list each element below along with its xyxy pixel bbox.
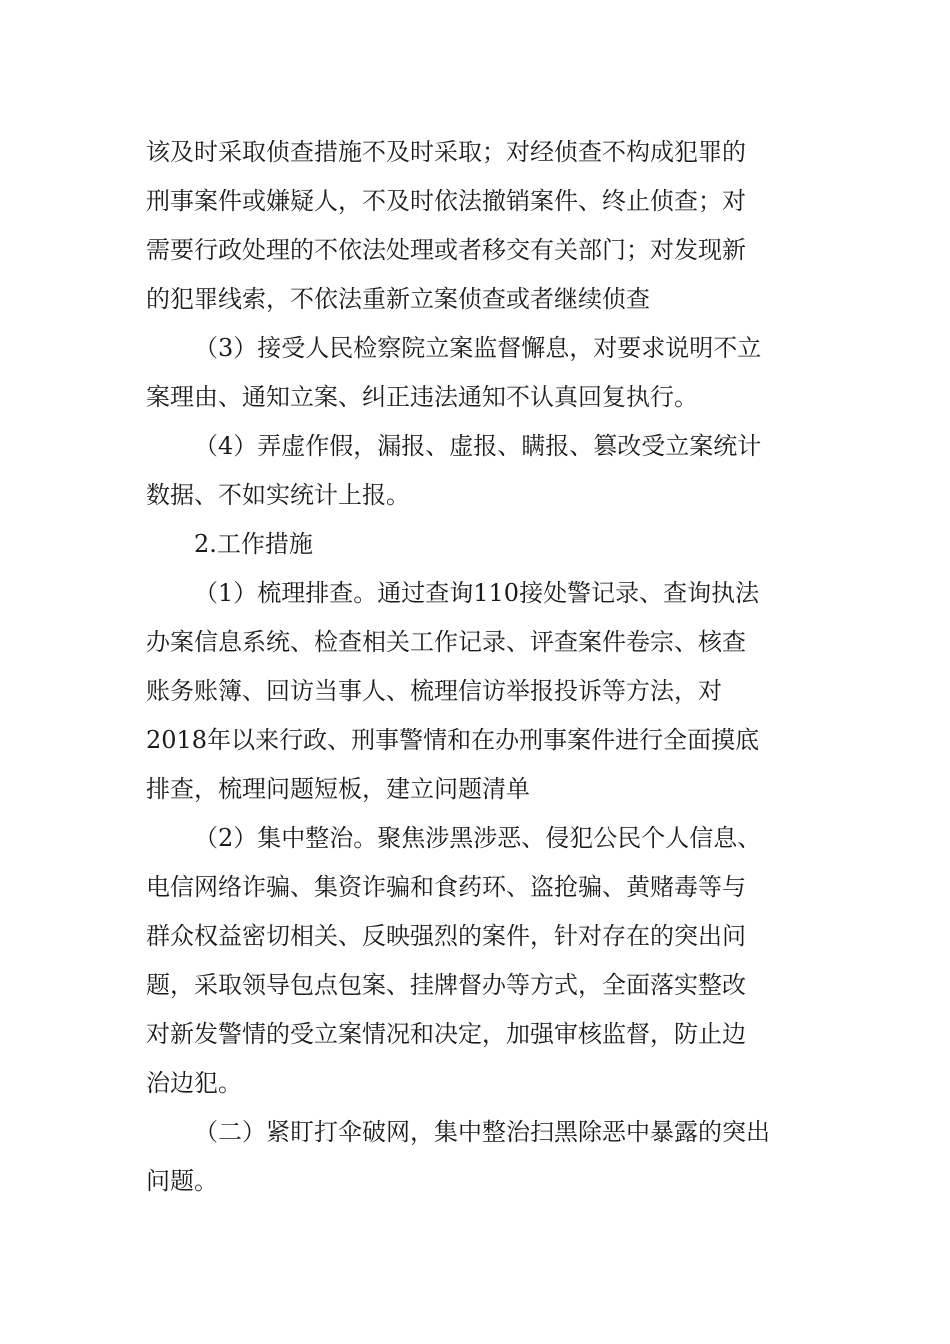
text-line: 需要行政处理的不依法处理或者移交有关部门；对发现新	[146, 236, 746, 264]
paragraph-start-line: （4）弄虚作假，漏报、虚报、瞒报、篡改受立案统计	[194, 432, 762, 460]
section-heading: 2.工作措施	[194, 530, 313, 558]
text-line: 治边犯。	[146, 1069, 242, 1097]
text-line: 题，采取领导包点包案、挂牌督办等方式，全面落实整改	[146, 971, 746, 999]
text-line: 排查，梳理问题短板，建立问题清单	[146, 775, 530, 803]
text-line: 案理由、通知立案、纠正违法通知不认真回复执行。	[146, 383, 698, 411]
paragraph-start-line: （二）紧盯打伞破网，集中整治扫黑除恶中暴露的突出	[194, 1118, 770, 1146]
text-line: 该及时采取侦查措施不及时采取；对经侦查不构成犯罪的	[146, 138, 746, 166]
text-line: 办案信息系统、检查相关工作记录、评查案件卷宗、核查	[146, 628, 746, 656]
text-line: 对新发警情的受立案情况和决定，加强审核监督，防止边	[146, 1020, 746, 1048]
text-line: 问题。	[146, 1167, 218, 1195]
text-line: 账务账簿、回访当事人、梳理信访举报投诉等方法，对	[146, 677, 722, 705]
text-line: 的犯罪线索，不依法重新立案侦查或者继续侦查	[146, 285, 650, 313]
text-line: 电信网络诈骗、集资诈骗和食药环、盗抢骗、黄赌毒等与	[146, 873, 746, 901]
text-line: 数据、不如实统计上报。	[146, 481, 410, 509]
text-line: 刑事案件或嫌疑人，不及时依法撤销案件、终止侦查；对	[146, 187, 746, 215]
text-line: 群众权益密切相关、反映强烈的案件，针对存在的突出问	[146, 922, 746, 950]
text-line: 2018年以来行政、刑事警情和在办刑事案件进行全面摸底	[146, 726, 760, 754]
paragraph-start-line: （1）梳理排查。通过查询110接处警记录、查询执法	[194, 579, 760, 607]
paragraph-start-line: （2）集中整治。聚焦涉黑涉恶、侵犯公民个人信息、	[194, 824, 762, 852]
paragraph-start-line: （3）接受人民检察院立案监督懈息，对要求说明不立	[194, 334, 762, 362]
